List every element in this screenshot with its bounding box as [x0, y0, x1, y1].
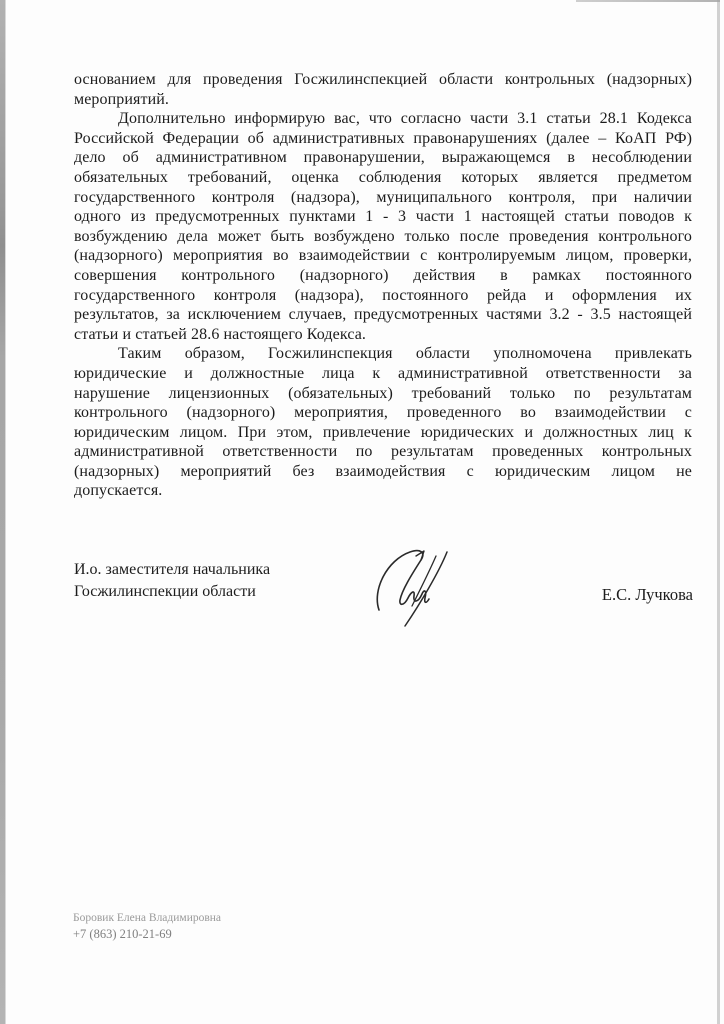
text-line: (надзорного) мероприятия во взаимодействии с контролируемым лицом, проверки, [74, 247, 692, 265]
paragraph [74, 109, 692, 344]
body-text [74, 70, 692, 501]
text-line: одного из предусмотренных пунктами 1 - 3 части 1 настоящей статьи поводов к [74, 208, 692, 226]
footer-contact [73, 911, 221, 942]
text-line: государственного контроля (надзора), постоянного рейда и оформления их [74, 286, 692, 304]
text-line: совершения контрольного (надзорного) действия в рамках постоянного [74, 266, 692, 284]
text-line: мероприятий. [74, 90, 170, 108]
text-line: (надзорных) мероприятий без взаимодействия с юридическим лицом не [74, 462, 692, 480]
text-line: государственного контроля (надзора), муниципального контроля, при наличии [74, 188, 692, 206]
handwritten-signature-icon [366, 546, 460, 630]
text-line: контрольного (надзорного) мероприятия, проведенного во взаимодействии с [74, 404, 692, 422]
signoff-block [74, 559, 270, 603]
signoff-title-line-1: И.о. заместителя начальника [74, 561, 271, 578]
text-line: результатов, за исключением случаев, предусмотренных частями 3.2 - 3.5 настоящей [74, 306, 692, 324]
signoff-title-line-2: Госжилинспекции области [74, 583, 256, 600]
scan-edge-left [0, 0, 6, 1024]
text-line: основанием для проведения Госжилинспекцией области контрольных (надзорных) [74, 71, 692, 88]
text-line: Таким образом, Госжилинспекция области уполномочена привлекать [118, 345, 692, 363]
text-line: обязательных требований, оценка соблюдения которых является предметом [74, 168, 692, 186]
signer-name: Е.С. Лучкова [601, 585, 693, 604]
text-line: юридическим лицом. При этом, привлечение юридических и должностных лиц к [74, 423, 692, 441]
scan-edge-right [717, 0, 720, 1024]
text-line: административной ответственности по результатам проведенных контрольных [74, 443, 692, 461]
footer-contact-phone: +7 (863) 210-21-69 [73, 927, 172, 941]
text-line: возбуждению дела может быть возбуждено только после проведения контрольного [74, 227, 692, 245]
text-line: Российской Федерации об административных правонарушениях (далее – КоАП РФ) [74, 129, 692, 147]
text-line: статьи и статьей 28.6 настоящего Кодекса. [74, 325, 367, 343]
paragraph [74, 70, 692, 109]
text-line: Дополнительно информирую вас, что согласно части 3.1 статьи 28.1 Кодекса [118, 110, 692, 128]
paragraph [74, 344, 692, 501]
scan-smudge-top [576, 0, 720, 2]
text-line: дело об административном правонарушении, выражающемся в несоблюдении [74, 149, 692, 167]
footer-contact-name: Боровик Елена Владимировна [73, 912, 222, 924]
text-line: допускается. [74, 482, 163, 500]
text-line: нарушение лицензионных (обязательных) требований только по результатам [74, 384, 692, 402]
text-line: юридические и должностные лица к административной ответственности за [74, 364, 692, 382]
